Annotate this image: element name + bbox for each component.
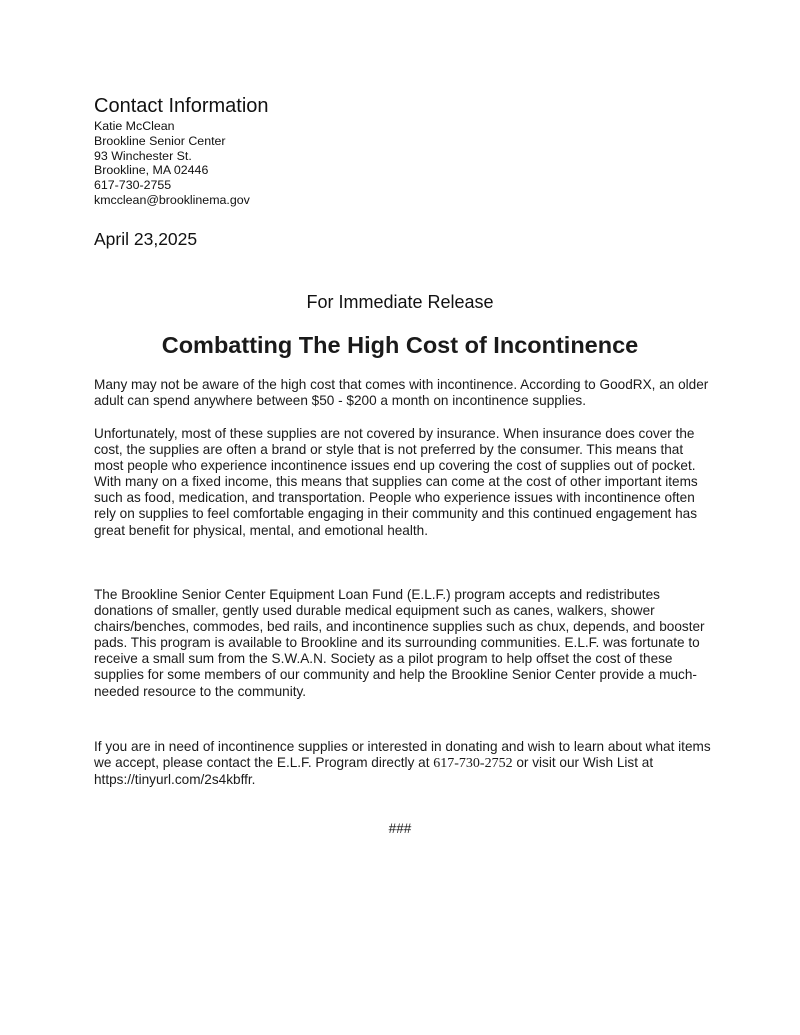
paragraph-elf-program: The Brookline Senior Center Equipment Loan Fund (E.L.F.) program accepts and redistributes donations of smaller, gently used durable medical equipment such as canes, walkers, shower chairs/benches, commodes, bed rails, and incontinence supplies such as chux, depends, and booster pads. This program is available to Brookline and its surrounding communities. E.L.F. was fortunate to receive a small sum from the S.W.A.N. Society as a pilot program to help offset the cost of these supplies for some members of our community and help the Brookline Senior Center provide a much-needed resource to the community. xyxy=(94,587,705,699)
paragraph-contact-call xyxy=(94,739,716,788)
contact-city-state-zip: Brookline, MA 02446 xyxy=(94,163,209,178)
release-label: For Immediate Release xyxy=(306,292,494,312)
closing-text-start: If you are in need of incontinence supplies or interested in donating and wish to learn about what items we accept, please contact the E.L.F. Program directly at xyxy=(94,739,711,771)
closing-text-end: or visit our Wish List at https://tinyurl.com/2s4kbffr. xyxy=(94,755,654,788)
contact-block xyxy=(94,119,250,208)
contact-heading: Contact Information xyxy=(94,95,269,117)
paragraph-insurance: Unfortunately, most of these supplies are not covered by insurance. When insurance does cover the cost, the supplies are often a brand or style that is not preferred by the consumer. This means that most people who experience incontinence issues end up covering the cost of supplies out of pocket. With many on a fixed income, this means that supplies can come at the cost of other important items such as food, medication, and transportation. People who experience issues with incontinence often rely on supplies to feel comfortable engaging in their community and this continued engagement has great benefit for physical, mental, and emotional health. xyxy=(94,426,698,538)
contact-email: kmcclean@brooklinema.gov xyxy=(94,192,250,207)
elf-phone-number: 617-730-2752 xyxy=(433,756,513,772)
contact-phone: 617-730-2755 xyxy=(94,178,172,193)
contact-name: Katie McClean xyxy=(94,119,175,133)
page-title: Combatting The High Cost of Incontinence xyxy=(161,332,639,358)
contact-organization: Brookline Senior Center xyxy=(94,133,226,148)
contact-street: 93 Winchester St. xyxy=(94,148,192,163)
end-mark: ### xyxy=(388,821,412,836)
paragraph-intro: Many may not be aware of the high cost that comes with incontinence. According to GoodRX, an older adult can spend anywhere between $50 - $200 a month on incontinence supplies. xyxy=(94,377,709,409)
release-date: April 23,2025 xyxy=(94,229,198,249)
